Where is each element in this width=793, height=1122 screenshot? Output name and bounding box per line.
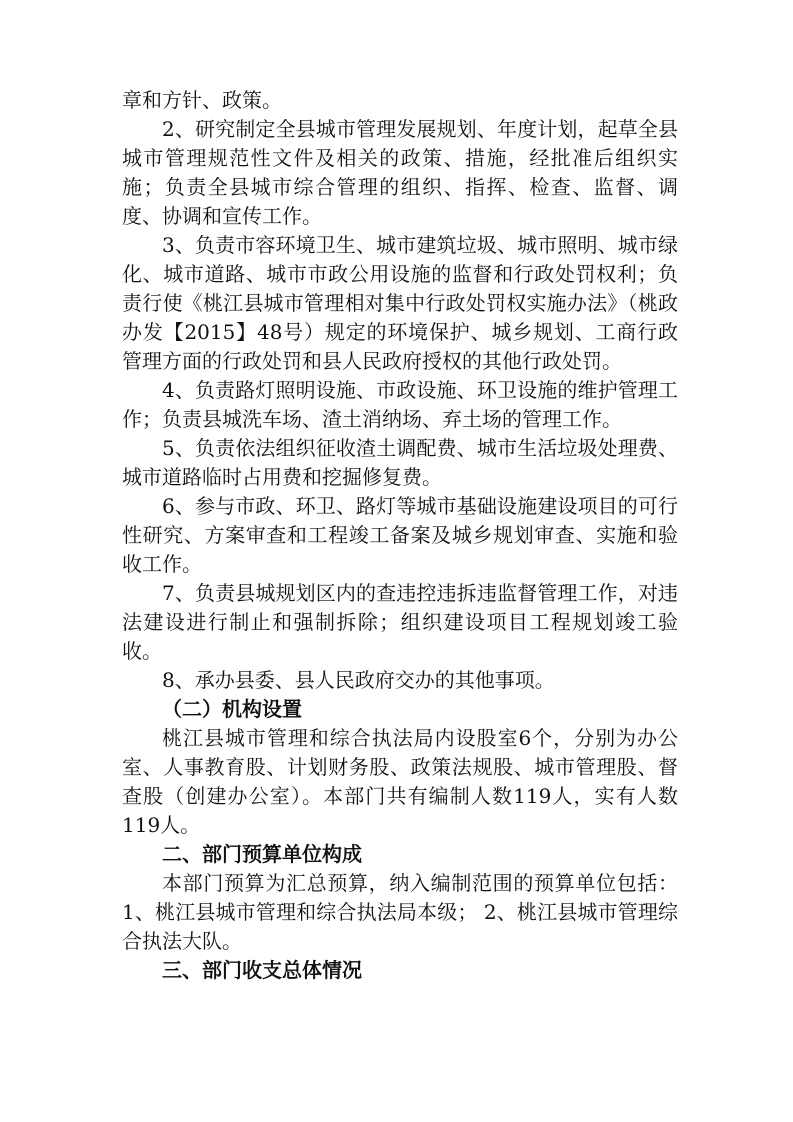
document-body — [122, 86, 678, 985]
paragraph-duty-4: 4、负责路灯照明设施、市政设施、环卫设施的维护管理工作；负责县城洗车场、渣土消纳场、弃土场的管理工作。 — [122, 378, 678, 431]
paragraph-duty-2: 2、研究制定全县城市管理发展规划、年度计划，起草全县城市管理规范性文件及相关的政策、措施，经批准后组织实施；负责全县城市综合管理的组织、指挥、检查、监督、调度、协调和宣传工作。 — [122, 117, 678, 228]
paragraph-budget-units: 本部门预算为汇总预算，纳入编制范围的预算单位包括：1、桃江县城市管理和综合执法局本级； 2、桃江县城市管理综合执法大队。 — [122, 871, 678, 953]
paragraph-organization: 桃江县城市管理和综合执法局内设股室6个，分别为办公室、人事教育股、计划财务股、政策法规股、城市管理股、督查股（创建办公室）。本部门共有编制人数119人，实有人数119人。 — [122, 726, 678, 837]
heading-income-expenditure: 三、部门收支总体情况 — [162, 958, 362, 982]
paragraph-continuation: 章和方针、政策。 — [122, 88, 282, 112]
paragraph-duty-7: 7、负责县城规划区内的查违控违拆违监督管理工作，对违法建设进行制止和强制拆除；组织建设项目工程规划竣工验收。 — [122, 581, 678, 663]
heading-organization: （二）机构设置 — [162, 697, 302, 721]
heading-budget-units: 二、部门预算单位构成 — [162, 842, 362, 866]
paragraph-duty-6: 6、参与市政、环卫、路灯等城市基础设施建设项目的可行性研究、方案审查和工程竣工备案及城乡规划审查、实施和验收工作。 — [122, 494, 678, 576]
paragraph-duty-8: 8、承办县委、县人民政府交办的其他事项。 — [162, 668, 555, 692]
paragraph-duty-3: 3、负责市容环境卫生、城市建筑垃圾、城市照明、城市绿化、城市道路、城市市政公用设施的监督和行政处罚权利；负责行使《桃江县城市管理相对集中行政处罚权实施办法》（桃政办发【2015】48号）规定的环境保护、城乡规划、工商行政管理方面的行政处罚和县人民政府授权的其他行政处罚。 — [122, 233, 678, 373]
paragraph-duty-5: 5、负责依法组织征收渣土调配费、城市生活垃圾处理费、城市道路临时占用费和挖掘修复费。 — [122, 436, 678, 489]
